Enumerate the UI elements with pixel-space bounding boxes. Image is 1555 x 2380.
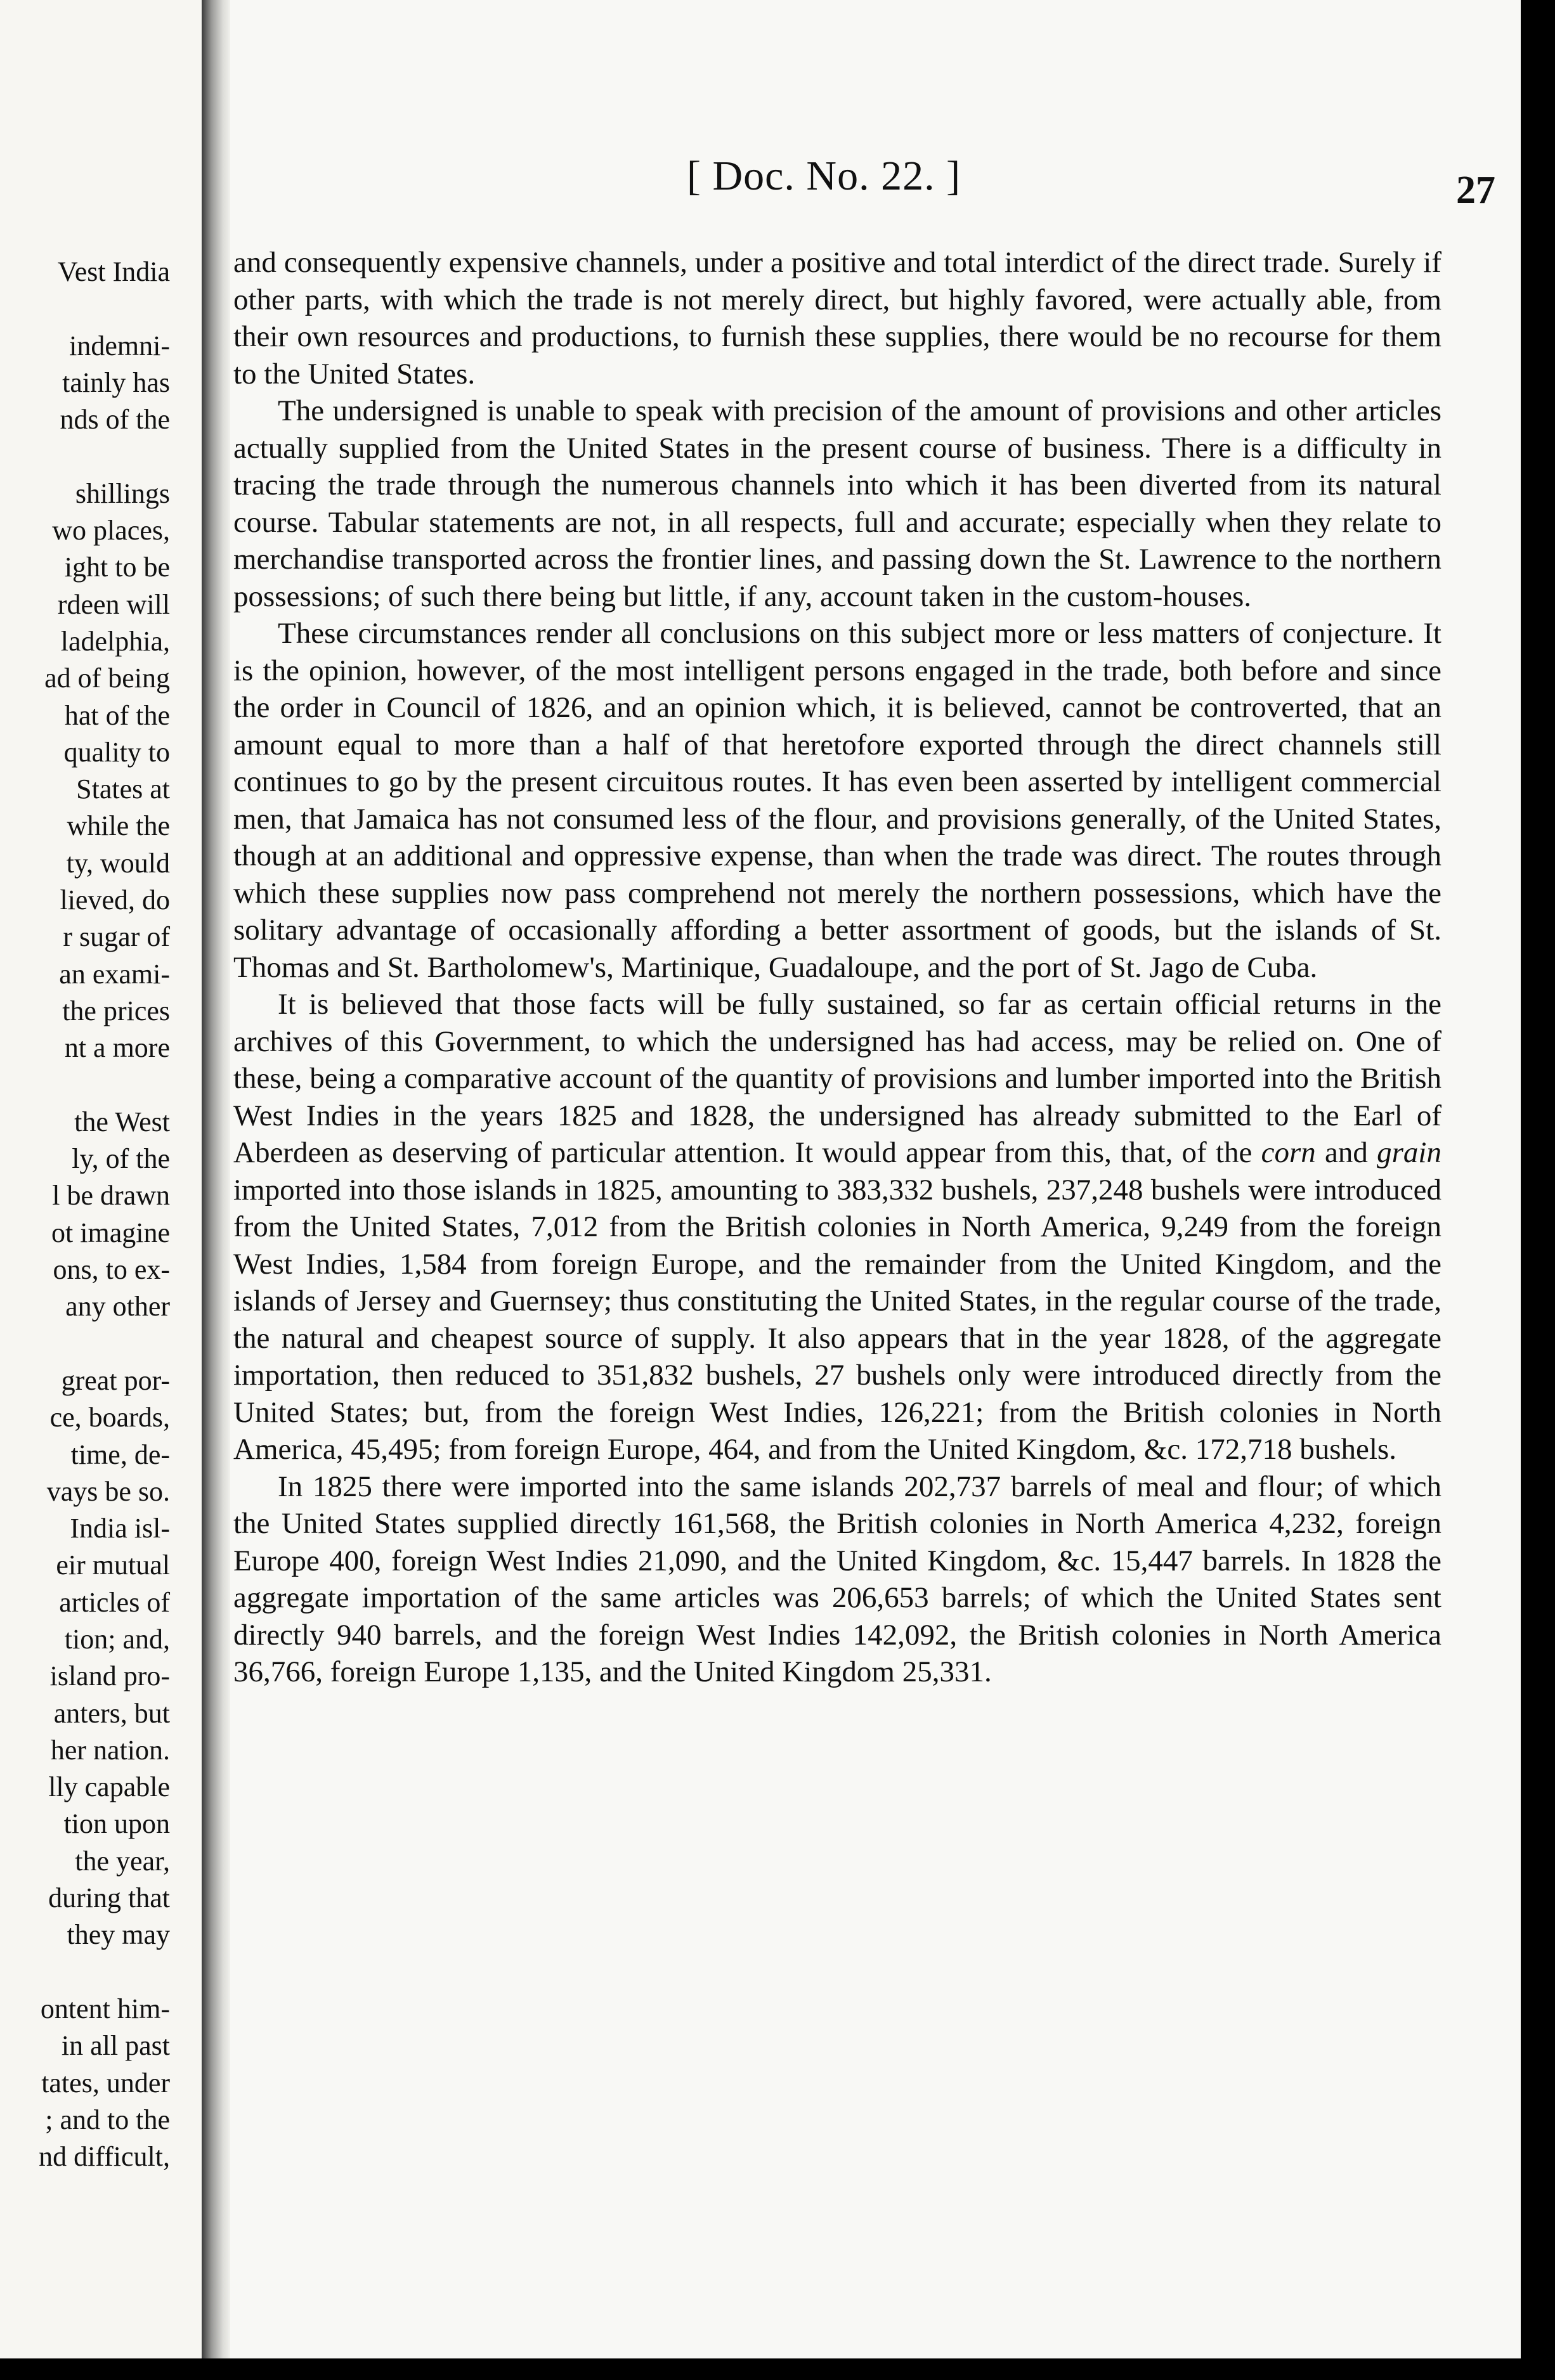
- left-page-line: ce, boards,: [49, 1402, 170, 1433]
- left-page-line: ontent him-: [40, 1993, 170, 2024]
- left-page-line: any other: [65, 1291, 170, 1323]
- left-page-line: lieved, do: [60, 884, 170, 916]
- paragraph-4: [233, 986, 1441, 1468]
- left-page-line: [39, 1067, 170, 1104]
- left-page-line: lly capable: [48, 1771, 170, 1803]
- left-page-line: rdeen will: [57, 588, 170, 620]
- left-page-line: l be drawn: [52, 1180, 170, 1212]
- left-page-line: articles of: [59, 1586, 170, 1618]
- left-page-line: ; and to the: [45, 2104, 170, 2135]
- left-facing-page: [0, 0, 202, 2358]
- left-page-line: great por-: [61, 1364, 170, 1396]
- left-page-line: ight to be: [64, 552, 170, 583]
- left-page-line: ly, of the: [72, 1143, 170, 1175]
- italic-corn: corn: [1261, 1136, 1316, 1169]
- paragraph-3: These circumstances render all conclusions on this subject more or less matters of conjecture. It is the opinion, however, of the most intelligent persons engaged in the trade, both before and since the order in Council of 1826, and an opinion which, it is believed, cannot be controverted, that an amount equal to more than a half of that heretofore exported through the direct channels still continues to go by the present circuitous routes. It has even been asserted by intelligent commercial men, that Jamaica has not consumed less of the flour, and provisions generally, of the United States, though at an additional and oppressive expense, than when the trade was direct. The routes through which these supplies now pass comprehend not merely the northern possessions, which have the solitary advantage of occasionally affording a better assortment of goods, but the islands of St. Thomas and St. Bartholomew's, Martinique, Guadaloupe, and the port of St. Jago de Cuba.: [233, 617, 1441, 984]
- left-page-line: tion upon: [63, 1808, 170, 1840]
- left-page-line: India isl-: [70, 1513, 170, 1544]
- page-body: [233, 244, 1441, 1691]
- left-page-line: tion; and,: [64, 1623, 170, 1655]
- left-page-line: tainly has: [62, 366, 170, 398]
- left-page-line: [39, 1954, 170, 1991]
- left-page-line: time, de-: [70, 1439, 170, 1470]
- document-header: [ Doc. No. 22. ]: [687, 153, 961, 199]
- left-page-line: r sugar of: [63, 921, 170, 953]
- left-page-line: ty, would: [66, 847, 170, 879]
- left-page-line: the prices: [62, 995, 170, 1026]
- left-page-line: they may: [67, 1919, 170, 1951]
- left-page-line: quality to: [63, 736, 170, 768]
- left-page-line: eir mutual: [56, 1549, 170, 1581]
- left-page-line: indemni-: [69, 330, 170, 361]
- left-page-line: while the: [67, 810, 170, 842]
- left-page-line: in all past: [61, 2030, 170, 2062]
- left-page-line: her nation.: [50, 1734, 170, 1766]
- left-page-line: ad of being: [44, 663, 170, 694]
- left-page-line: [39, 290, 170, 327]
- left-page-line: island pro-: [49, 1660, 170, 1692]
- paragraph-2: The undersigned is unable to speak with precision of the amount of provisions and other articles actually supplied from the United States in the present course of business. There is a difficulty in tracing the trade through the numerous channels into which it has been diverted from its natural course. Tabular statements are not, in all respects, full and accurate; especially when they relate to merchandise transported across the frontier lines, and passing down the St. Lawrence to the northern possessions; of such there being but little, if any, account taken in the custom-houses.: [233, 394, 1441, 613]
- paragraph-5: In 1825 there were imported into the same islands 202,737 barrels of meal and flour; of which the United States supplied directly 161,568, the British colonies in North America 4,232, foreign Europe 400, foreign West Indies 21,090, and the United Kingdom, &c. 15,447 barrels. In 1828 the aggregate importation of the same articles was 206,653 barrels; of which the United States sent directly 940 barrels, and the foreign West Indies 142,092, the British colonies in North America 36,766, foreign Europe 1,135, and the United Kingdom 25,331.: [233, 1470, 1441, 1688]
- right-page: [230, 0, 1521, 2358]
- scan-bottom-edge: [0, 2358, 1555, 2380]
- paragraph-4-text-a: It is believed that those facts will be fully sustained, so far as certain official returns in the archives of this Government, to which the undersigned has had access, may be relied on. One of these, being a comparative account of the quantity of provisions and lumber imported into the British West Indies in the years 1825 and 1828, the undersigned has already submitted to the Earl of Aberdeen as deserving of particular attention. It would appear from this, that, of the: [233, 988, 1441, 1169]
- paragraph-4-and: and: [1315, 1136, 1377, 1169]
- left-page-line: [39, 1326, 170, 1362]
- left-page-line: shillings: [75, 477, 170, 509]
- left-page-line: States at: [76, 773, 170, 805]
- left-page-text-fragments: [39, 254, 170, 2175]
- page-number: 27: [1456, 169, 1495, 212]
- paragraph-1: and consequently expensive channels, under a positive and total interdict of the direct trade. Surely if other parts, with which the trade is not merely direct, but highly favored, were actually able, from their own resources and productions, to furnish these supplies, there would be no recourse for them to the United States.: [233, 246, 1441, 391]
- left-page-line: Vest India: [57, 256, 170, 287]
- left-page-line: vays be so.: [46, 1475, 170, 1507]
- left-page-line: an exami-: [59, 958, 170, 990]
- left-page-line: during that: [48, 1882, 170, 1914]
- left-page-line: tates, under: [41, 2067, 170, 2099]
- left-page-line: nt a more: [64, 1032, 170, 1064]
- left-page-line: ons, to ex-: [53, 1254, 170, 1286]
- left-page-line: nds of the: [60, 404, 170, 436]
- book-gutter: [202, 0, 230, 2358]
- left-page-line: [39, 438, 170, 475]
- left-page-line: the West: [74, 1106, 170, 1137]
- left-page-line: ot imagine: [51, 1217, 170, 1248]
- paragraph-4-text-b: imported into those islands in 1825, amounting to 383,332 bushels, 237,248 bushels were introduced from the United States, 7,012 from the British colonies in North America, 9,249 from the foreign West Indies, 1,584 from foreign Europe, and the remainder from the United Kingdom, and the islands of Jersey and Guernsey; thus constituting the United States, in the regular course of the trade, the natural and cheapest source of supply. It also appears that in the year 1828, of the aggregate importation, then reduced to 351,832 bushels, 27 bushels only were introduced directly from the United States; but, from the foreign West Indies, 126,221; from the British colonies in North America, 45,495; from foreign Europe, 464, and from the United Kingdom, &c. 172,718 bushels.: [233, 1173, 1441, 1466]
- left-page-line: nd difficult,: [39, 2141, 170, 2173]
- left-page-line: the year,: [75, 1845, 170, 1877]
- left-page-line: wo places,: [52, 515, 170, 546]
- left-page-line: hat of the: [64, 699, 170, 731]
- italic-grain: grain: [1377, 1136, 1441, 1169]
- left-page-line: ladelphia,: [60, 625, 170, 657]
- left-page-line: anters, but: [53, 1697, 170, 1729]
